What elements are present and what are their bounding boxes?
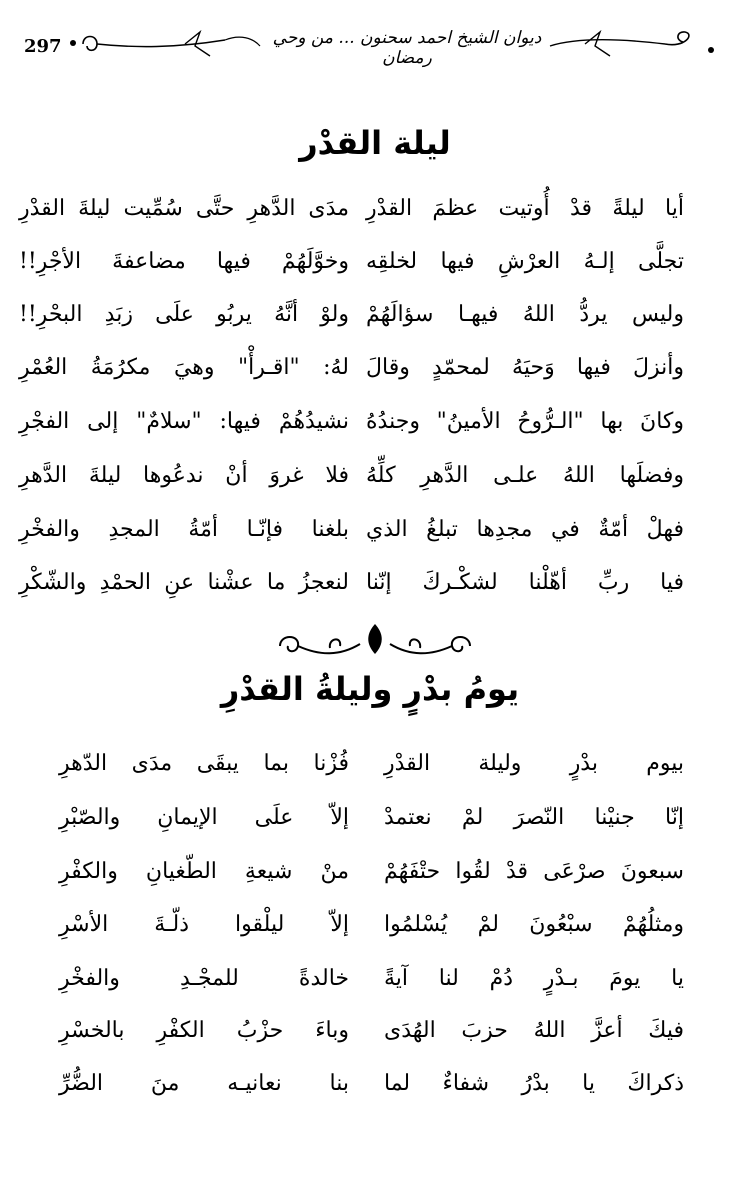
verse-first-hemistich: يا يومَ بـدْرٍ دُمْ لنا آيةً: [384, 966, 684, 991]
running-title: ديوان الشيخ احمد سحنون ... من وحي رمضان: [272, 28, 542, 68]
header-dot-right: [708, 47, 714, 53]
verse: [0, 517, 749, 557]
page-number: 297: [24, 36, 62, 57]
verse-first-hemistich: وليس يردُّ اللهُ فيهـا سؤالَهُمْ: [366, 302, 684, 327]
verse: [0, 751, 749, 791]
verse-second-hemistich: مدَى الدَّهرِ حتَّى سُمِّيت ليلةَ القدْرِ: [19, 196, 349, 221]
verse-second-hemistich: ولوْ أنَّهُ يربُو علَى زبَدِ البحْرِ!!: [19, 302, 349, 327]
page-header: [0, 22, 749, 77]
verse-first-hemistich: فهلْ أمّةٌ في مجدِها تبلغُ الذي: [366, 517, 684, 542]
verse: [0, 1071, 749, 1111]
verse-second-hemistich: منْ شيعةِ الطّغيانِ والكفْرِ: [59, 859, 349, 884]
verse-second-hemistich: بلغنا فإنّـا أمّةُ المجدِ والفخْرِ: [19, 517, 349, 542]
verse-second-hemistich: خالدةً للمجْـدِ والفخْرِ: [59, 966, 349, 991]
verse-second-hemistich: إلاّ ليلْقوا ذلّـةَ الأسْرِ: [59, 912, 349, 937]
verse-second-hemistich: فُزْنا بما يبقَى مدَى الدّهرِ: [59, 751, 349, 776]
verse: [0, 355, 749, 395]
verse-first-hemistich: فيكَ أعزَّ اللهُ حزبَ الهُدَى: [384, 1018, 684, 1043]
verse-second-hemistich: لهُ: "اقـرأْ" وهيَ مكرُمَةُ العُمْرِ: [19, 355, 349, 380]
header-flourish-left-icon: [75, 24, 265, 64]
verse: [0, 966, 749, 1006]
verse: [0, 805, 749, 845]
verse-first-hemistich: إنّا جنيْنا النّصرَ لمْ نعتمدْ: [384, 805, 684, 830]
verse-second-hemistich: بنا نعانيـه منَ الضُّرِّ: [59, 1071, 349, 1096]
verse-second-hemistich: فلا غروَ أنْ ندعُوها ليلةَ الدَّهرِ: [19, 463, 349, 488]
verse-first-hemistich: تجلَّى إلـهُ العرْشِ فيها لخلقِه: [366, 249, 684, 274]
verse: [0, 463, 749, 503]
verse: [0, 570, 749, 610]
verse-second-hemistich: نشيدُهُمْ فيها: "سلامٌ" إلى الفجْرِ: [19, 409, 349, 434]
verse-second-hemistich: وخوَّلَهُمْ فيها مضاعفةَ الأجْرِ!!: [19, 249, 349, 274]
verse-first-hemistich: بيوم بدْرٍ وليلة القدْرِ: [384, 751, 684, 776]
verse: [0, 409, 749, 449]
verse-first-hemistich: سبعونَ صرْعَى قدْ لقُوا حتْفَهُمْ: [384, 859, 684, 884]
verse: [0, 912, 749, 952]
poem-title: يومُ بدْرٍ وليلةُ القدْرِ: [220, 670, 520, 708]
verse: [0, 859, 749, 899]
verse: [0, 196, 749, 236]
header-flourish-right-icon: [545, 24, 710, 64]
verse-second-hemistich: وباءَ حزْبُ الكفْرِ بالخسْرِ: [59, 1018, 349, 1043]
verse-first-hemistich: ومثلُهُمْ سبْعُونَ لمْ يُسْلمُوا: [384, 912, 684, 937]
verse-second-hemistich: إلاّ علَى الإيمانِ والصّبْرِ: [59, 805, 349, 830]
verse-first-hemistich: وأنزلَ فيها وَحيَهُ لمحمّدٍ وقالَ: [366, 355, 684, 380]
verse-first-hemistich: وكانَ بها "الـرُّوحُ الأمينُ" وجندُهُ: [366, 409, 684, 434]
verse-first-hemistich: أيا ليلةً قدْ أُوتيت عظمَ القدْرِ: [366, 196, 684, 221]
verse-first-hemistich: فيا ربِّ أهّلْنا لشكْـركَ إنّنا: [366, 570, 684, 595]
verse: [0, 302, 749, 342]
verse-first-hemistich: ذكراكَ يا بدْرُ شفاءٌ لما: [384, 1071, 684, 1096]
verse-first-hemistich: وفضلَها اللهُ علـى الدَّهرِ كلِّهُ: [366, 463, 684, 488]
verse-second-hemistich: لنعجزُ ما عشْنا عنِ الحمْدِ والشّكْرِ: [19, 570, 349, 595]
verse: [0, 249, 749, 289]
poem-title: ليلة القدْر: [299, 124, 451, 162]
verse: [0, 1018, 749, 1058]
ornament-divider-icon: [270, 620, 480, 664]
